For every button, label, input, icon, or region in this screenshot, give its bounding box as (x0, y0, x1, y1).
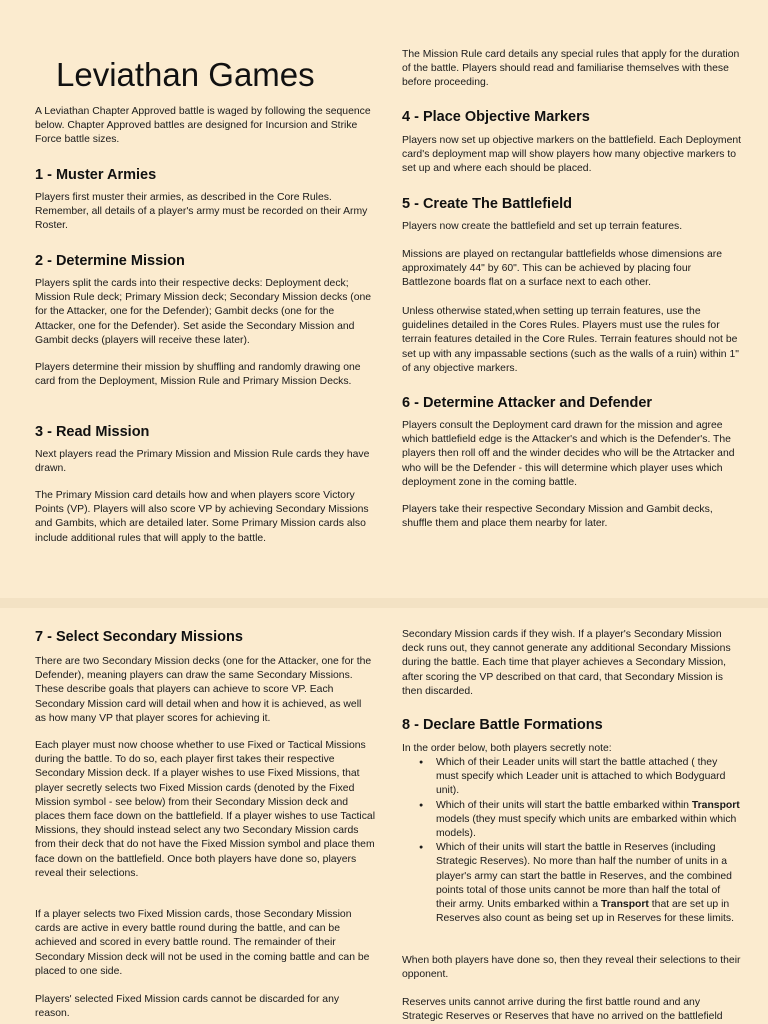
transport-keyword: Transport (600, 899, 649, 911)
section-3-heading: 3 - Read Mission (35, 424, 150, 440)
list-item-text: Which of their units will start the battle embarked within (436, 799, 692, 811)
section-7-paragraph-3: If a player selects two Fixed Mission cards, those Secondary Mission cards are active in every battle round during the battle, and can be achieved and scored in every battle round. The remainder of their Secondary Mission deck will not be used in the coming battle and can be placed to one side. (35, 909, 370, 977)
section-5-heading: 5 - Create The Battlefield (402, 196, 573, 212)
section-8-heading: 8 - Declare Battle Formations (402, 717, 603, 733)
page-2 (0, 608, 768, 1024)
section-3-paragraph-2: The Primary Mission card details how and when players score Victory Points (VP). Players will also score VP by achieving Secondary Missions and Gambits, which are detailed later. Some Primary Mission cards also include additional rules that will apply to the battle. (35, 490, 369, 544)
intro-paragraph: A Leviathan Chapter Approved battle is waged by following the sequence below. Chapter Approved battles are designed for Incursion and Strike Force battle sizes. (35, 106, 371, 146)
section-7-paragraph-2: Each player must now choose whether to use Fixed or Tactical Missions during the battle. To do so, each player first takes their respective Secondary Mission deck. If a player wishes to use Fixed Missions, that player secretly selects two Fixed Mission cards (denoted by the Fixed Mission symbol - see below) from their Secondary Mission deck and places them face down on the battlefield. If a player wishes to use Tactical Missions, they should instead select any two Secondary Mission cards from their deck that do not have the Fixed Mission symbol and place them face down on the battlefield. Once both players have done so, players reveal their selections. (35, 740, 376, 879)
list-item-text: models (they must specify which units are embarked within which models). (436, 813, 737, 840)
section-4-paragraph: Players now set up objective markers on the battlefield. Each Deployment card's deployment map will show players how many objective markers to set up and where each should be placed. (402, 135, 742, 175)
section-2-paragraph-2: Players determine their mission by shuffling and randomly drawing one card from the Deployment, Mission Rule and Primary Mission Decks. (35, 362, 361, 388)
list-item (402, 756, 742, 799)
list-item-text: Which of their Leader units will start the battle attached ( they must specify which Leader unit is attached to which Bodyguard unit). (436, 757, 726, 797)
section-7-paragraph-4: Players' selected Fixed Mission cards cannot be discarded for any reason. (35, 994, 340, 1020)
list-item-text: Which of their units will start the battle in Reserves (including Strategic Reserves). No more than half the number of units in a player's army can start the battle in Reserves, and the combined points total of those units cannot be more than half the total of their army. Units embarked within a (436, 842, 732, 911)
section-3-paragraph-1: Next players read the Primary Mission and Mission Rule cards they have drawn. (35, 449, 370, 475)
section-8-paragraph-2: When both players have done so, then they reveal their selections to their opponent. (402, 955, 741, 981)
section-8-intro: In the order below, both players secretly note: (402, 743, 612, 754)
section-1-heading: 1 - Muster Armies (35, 167, 157, 183)
section-6-paragraph-1: Players consult the Deployment card drawn for the mission and agree which battlefield edge is the Attacker's and which is the Defender's. The players then roll off and the winder decides who will be the Atrtacker and who will be the Defender - this will determine which player uses which deployment zone in the coming battle. (402, 420, 735, 488)
section-1-paragraph: Players first muster their armies, as described in the Core Rules. Remember, all details of a player's army must be recorded on their Army Roster. (35, 192, 368, 232)
list-item (402, 841, 742, 926)
section-7-paragraph-1: There are two Secondary Mission decks (one for the Attacker, one for the Defender), meaning players can draw the same Secondary Missions. These describe goals that players can achieve to score VP. Each Secondary Mission card will detail when and how it is achieved, as well as how many VP that player scores for achieving it. (35, 656, 372, 724)
section-6-heading: 6 - Determine Attacker and Defender (402, 395, 653, 411)
section-8-paragraph-3: Reserves units cannot arrive during the first battle round and any Strategic Reserves or Reserves that have no arrived on the battlefield (402, 997, 723, 1023)
battle-formation-list (402, 756, 742, 926)
list-item (402, 799, 742, 842)
section-2-paragraph-1: Players split the cards into their respective decks: Deployment deck; Mission Rule deck; Primary Mission deck; Secondary Mission decks (one for the Attacker, one for the Defender); Gambit decks (one for the Attacker, one for the Defender). Set aside the Secondary Mission and Gambit decks (players will receive these later). (35, 278, 372, 346)
section-4-heading: 4 - Place Objective Markers (402, 109, 590, 125)
section-5-paragraph-2: Missions are played on rectangular battlefields whose dimensions are approximately 44" by 60". This can be achieved by placing four Battlezone boards flat on a surface next to each other. (402, 249, 722, 289)
section-2-heading: 2 - Determine Mission (35, 253, 185, 269)
secondary-mission-paragraph: Secondary Mission cards if they wish. If a player's Secondary Mission deck runs out, they cannot generate any additional Secondary Missions during the battle. Each time that player achieves a Secondary Mission, after scoring the VP described on that card, that Secondary Mission is then discarded. (402, 629, 731, 697)
section-5-paragraph-3: Unless otherwise stated,when setting up terrain features, use the guidelines detailed in the Cores Rules. Players must use the rules for terrain features detailed in the Core Rules. Terrain features should not be set up with any impassable sections (such as the walls of a ruin) within 1" of any objective markers. (402, 306, 739, 374)
page-separator (0, 598, 768, 608)
transport-keyword: Transport (691, 799, 740, 811)
mission-rule-paragraph: The Mission Rule card details any special rules that apply for the duration of the battle. Players should read and familiarise themselves with these before proceeding. (402, 49, 740, 89)
list-item-text: that are set up in Reserves also count as being set up in Reserves for these limits. (436, 899, 735, 925)
section-6-paragraph-2: Players take their respective Secondary Mission and Gambit decks, shuffle them and place them nearby for later. (402, 504, 713, 530)
section-7-heading: 7 - Select Secondary Missions (35, 629, 243, 645)
section-5-paragraph-1: Players now create the battlefield and set up terrain features. (402, 221, 683, 232)
page-title: Leviathan Games (56, 56, 315, 93)
